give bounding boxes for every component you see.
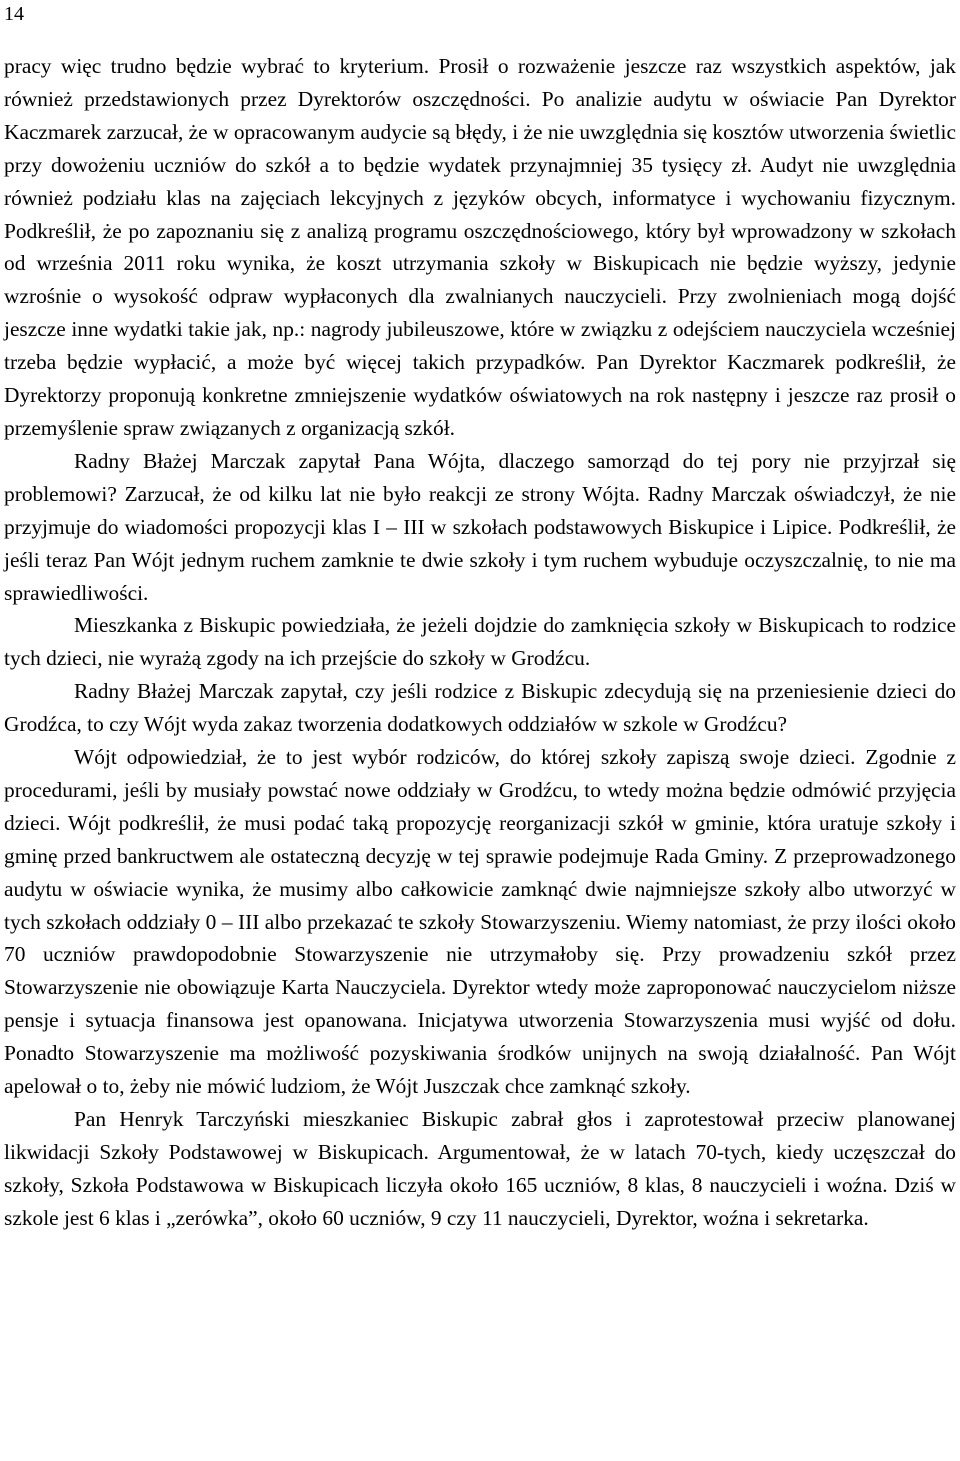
paragraph: Pan Henryk Tarczyński mieszkaniec Biskupic zabrał głos i zaprotestował przeciw planowanej likwidacji Szkoły Podstawowej w Biskupicach. Argumentował, że w latach 70-tych, kiedy uczęszczał do szkoły, Szkoła Podstawowa w Biskupicach liczyła około 165 uczniów, 8 klas, 8 nauczycieli i woźna. Dziś w szkole jest 6 klas i „zerówka”, około 60 uczniów, 9 czy 11 nauczycieli, Dyrektor, woźna i sekretarka. — [4, 1107, 956, 1230]
page-number: 14 — [4, 3, 24, 25]
paragraph: pracy więc trudno będzie wybrać to kryterium. Prosił o rozważenie jeszcze raz wszystkich aspektów, jak również przedstawionych przez Dyrektorów oszczędności. Po analizie audytu w oświacie Pan Dyrektor Kaczmarek zarzucał, że w opracowanym audycie są błędy, i że nie uwzględnia się kosztów utworzenia świetlic przy dowożeniu uczniów do szkół a to będzie wydatek przynajmniej 35 tysięcy zł. Audyt nie uwzględnia również podziału klas na zajęciach lekcyjnych z języków obcych, informatyce i wychowaniu fizycznym. Podkreślił, że po zapoznaniu się z analizą programu oszczędnościowego, który był wprowadzony w szkołach od września 2011 roku wynika, że koszt utrzymania szkoły w Biskupicach nie będzie wyższy, jedynie wzrośnie o wysokość odpraw wypłaconych dla zwalnianych nauczycieli. Przy zwolnieniach mogą dojść jeszcze inne wydatki takie jak, np.: nagrody jubileuszowe, które w związku z odejściem nauczyciela wcześniej trzeba będzie wypłacić, a może być więcej takich przypadków. Pan Dyrektor Kaczmarek podkreślił, że Dyrektorzy proponują konkretne zmniejszenie wydatków oświatowych na rok następny i jeszcze raz prosił o przemyślenie spraw związanych z organizacją szkół. — [4, 54, 956, 440]
paragraph: Wójt odpowiedział, że to jest wybór rodziców, do której szkoły zapiszą swoje dzieci. Zgodnie z procedurami, jeśli by musiały powstać nowe oddziały w Grodźcu, to wtedy można będzie odmówić przyjęcia dzieci. Wójt podkreślił, że musi podać taką propozycję reorganizacji szkół w gminie, która uratuje szkoły i gminę przed bankructwem ale ostateczną decyzję w tej sprawie podejmuje Rada Gminy. Z przeprowadzonego audytu w oświacie wynika, że musimy albo całkowicie zamknąć dwie najmniejsze szkoły albo utworzyć w tych szkołach oddziały 0 – III albo przekazać te szkoły Stowarzyszeniu. Wiemy natomiast, że przy ilości około 70 uczniów prawdopodobnie Stowarzyszenie nie utrzymałoby się. Przy prowadzeniu szkół przez Stowarzyszenie nie obowiązuje Karta Nauczyciela. Dyrektor wtedy może zaproponować nauczycielom niższe pensje i sytuacja finansowa jest opanowana. Inicjatywa utworzenia Stowarzyszenia musi wyjść od dołu. Ponadto Stowarzyszenie ma możliwość pozyskiwania środków unijnych na swoją działalność. Pan Wójt apelował o to, żeby nie mówić ludziom, że Wójt Juszczak chce zamknąć szkoły. — [4, 745, 956, 1099]
paragraph: Radny Błażej Marczak zapytał, czy jeśli rodzice z Biskupic zdecydują się na przeniesienie dzieci do Grodźca, to czy Wójt wyda zakaz tworzenia dodatkowych oddziałów w szkole w Grodźcu? — [4, 679, 956, 737]
document-body — [4, 50, 956, 1235]
paragraph: Radny Błażej Marczak zapytał Pana Wójta, dlaczego samorząd do tej pory nie przyjrzał się problemowi? Zarzucał, że od kilku lat nie było reakcji ze strony Wójta. Radny Marczak oświadczył, że nie przyjmuje do wiadomości propozycji klas I – III w szkołach podstawowych Biskupice i Lipice. Podkreślił, że jeśli teraz Pan Wójt jednym ruchem zamknie te dwie szkoły i tym ruchem wybuduje oczyszczalnię, to nie ma sprawiedliwości. — [4, 448, 956, 605]
paragraph: Mieszkanka z Biskupic powiedziała, że jeżeli dojdzie do zamknięcia szkoły w Biskupicach to rodzice tych dzieci, nie wyrażą zgody na ich przejście do szkoły w Grodźcu. — [4, 613, 956, 671]
